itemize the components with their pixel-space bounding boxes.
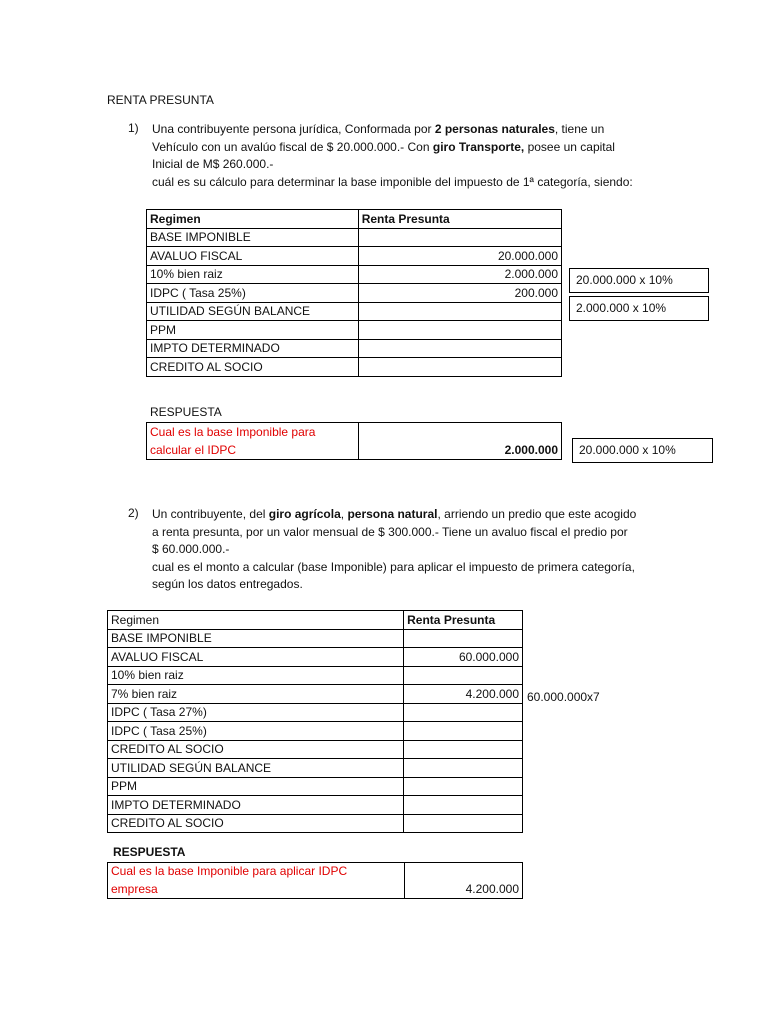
question-1-answer-table <box>146 422 562 460</box>
row-label: IDPC ( Tasa 25%) <box>147 284 359 303</box>
column-header-renta-presunta: Renta Presunta <box>358 210 561 229</box>
row-value: 60.000.000 <box>404 648 523 667</box>
row-value <box>404 666 523 685</box>
row-value: 4.200.000 <box>404 685 523 704</box>
row-label: UTILIDAD SEGÚN BALANCE <box>108 759 404 778</box>
row-label: IMPTO DETERMINADO <box>108 796 404 815</box>
row-label: IDPC ( Tasa 25%) <box>108 722 404 741</box>
row-value <box>358 302 561 321</box>
question-2-line-1: Un contribuyente, del giro agrícola, persona natural, arriendo un predio que este acogido <box>152 507 637 521</box>
answer-calculation-note: 20.000.000 x 10% <box>572 438 713 463</box>
table-row <box>147 284 562 303</box>
column-header-regimen: Regimen <box>108 611 404 630</box>
row-label: 7% bien raiz <box>108 685 404 704</box>
table-row <box>108 666 523 685</box>
row-value <box>404 629 523 648</box>
row-value <box>358 321 561 340</box>
table-header-row <box>108 611 523 630</box>
table-row <box>108 685 523 704</box>
table-row <box>108 796 523 815</box>
calculation-note-1: 20.000.000 x 10% <box>569 268 709 293</box>
row-value: 200.000 <box>358 284 561 303</box>
table-row <box>147 321 562 340</box>
answer-row <box>147 423 562 460</box>
table-row <box>147 247 562 266</box>
table-row <box>147 302 562 321</box>
row-label: AVALUO FISCAL <box>147 247 359 266</box>
question-1-text <box>152 121 633 191</box>
answer-question-line-2: calcular el IDPC <box>150 443 237 457</box>
answer-question-line-2: empresa <box>111 881 158 896</box>
question-2-line-2: a renta presunta, por un valor mensual de $ 300.000.- Tiene un avaluo fiscal el predio por <box>152 524 628 539</box>
question-2-line-3: $ 60.000.000.- <box>152 542 230 556</box>
answer-row <box>108 863 523 899</box>
table-row <box>108 648 523 667</box>
row-label: IMPTO DETERMINADO <box>147 339 359 358</box>
answer-question <box>108 863 405 899</box>
row-value <box>404 703 523 722</box>
row-label: PPM <box>147 321 359 340</box>
row-value <box>404 777 523 796</box>
table-row <box>108 777 523 796</box>
row-label: BASE IMPONIBLE <box>147 228 359 247</box>
column-header-renta-presunta: Renta Presunta <box>404 611 523 630</box>
question-1-line-1: Una contribuyente persona jurídica, Conformada por 2 personas naturales, tiene un <box>152 122 605 136</box>
row-value: 2.000.000 <box>358 265 561 284</box>
respuesta-label-1: RESPUESTA <box>150 405 222 419</box>
question-2-line-5: según los datos entregados. <box>152 577 303 591</box>
calculation-note-2: 2.000.000 x 10% <box>569 296 709 321</box>
table-row <box>108 722 523 741</box>
row-value <box>358 339 561 358</box>
row-label: AVALUO FISCAL <box>108 648 404 667</box>
row-value <box>358 358 561 377</box>
question-1-line-4: cuál es su cálculo para determinar la base imponible del impuesto de 1ª categoría, siendo: <box>152 174 633 189</box>
table-row <box>147 265 562 284</box>
column-header-regimen: Regimen <box>147 210 359 229</box>
document-title: RENTA PRESUNTA <box>107 93 214 107</box>
row-label: CREDITO AL SOCIO <box>108 740 404 759</box>
table-row <box>108 814 523 833</box>
table-row <box>108 759 523 778</box>
question-2-answer-table <box>107 862 523 899</box>
table-row <box>147 228 562 247</box>
answer-question <box>147 423 359 460</box>
row-calculation-note: 60.000.000x7 <box>527 690 600 704</box>
row-label: BASE IMPONIBLE <box>108 629 404 648</box>
question-2-text <box>152 506 636 594</box>
row-value <box>404 722 523 741</box>
table-row <box>108 629 523 648</box>
row-value <box>404 740 523 759</box>
question-2-line-4: cual es el monto a calcular (base Imponible) para aplicar el impuesto de primera categoría, <box>152 559 635 574</box>
row-value <box>404 796 523 815</box>
row-value <box>404 814 523 833</box>
row-label: 10% bien raiz <box>147 265 359 284</box>
respuesta-label-2: RESPUESTA <box>113 845 186 859</box>
table-row <box>147 358 562 377</box>
table-row <box>108 740 523 759</box>
question-2-table <box>107 610 523 833</box>
row-label: CREDITO AL SOCIO <box>147 358 359 377</box>
row-value <box>358 228 561 247</box>
question-1-line-3: Inicial de M$ 260.000.- <box>152 157 274 171</box>
table-row <box>147 339 562 358</box>
table-row <box>108 703 523 722</box>
question-2-number: 2) <box>128 506 139 520</box>
question-1-table <box>146 209 562 377</box>
row-label: UTILIDAD SEGÚN BALANCE <box>147 302 359 321</box>
answer-value: 2.000.000 <box>358 423 561 460</box>
row-label: IDPC ( Tasa 27%) <box>108 703 404 722</box>
row-label: CREDITO AL SOCIO <box>108 814 404 833</box>
table-header-row <box>147 210 562 229</box>
answer-question-line-1: Cual es la base Imponible para <box>150 425 316 439</box>
question-1-number: 1) <box>128 121 139 135</box>
answer-question-line-1: Cual es la base Imponible para aplicar IDPC <box>111 864 348 878</box>
row-value: 20.000.000 <box>358 247 561 266</box>
row-label: 10% bien raiz <box>108 666 404 685</box>
question-1-line-2: Vehículo con un avalúo fiscal de $ 20.000.000.- Con giro Transporte, posee un capital <box>152 139 615 154</box>
row-value <box>404 759 523 778</box>
row-label: PPM <box>108 777 404 796</box>
answer-value: 4.200.000 <box>404 863 522 899</box>
